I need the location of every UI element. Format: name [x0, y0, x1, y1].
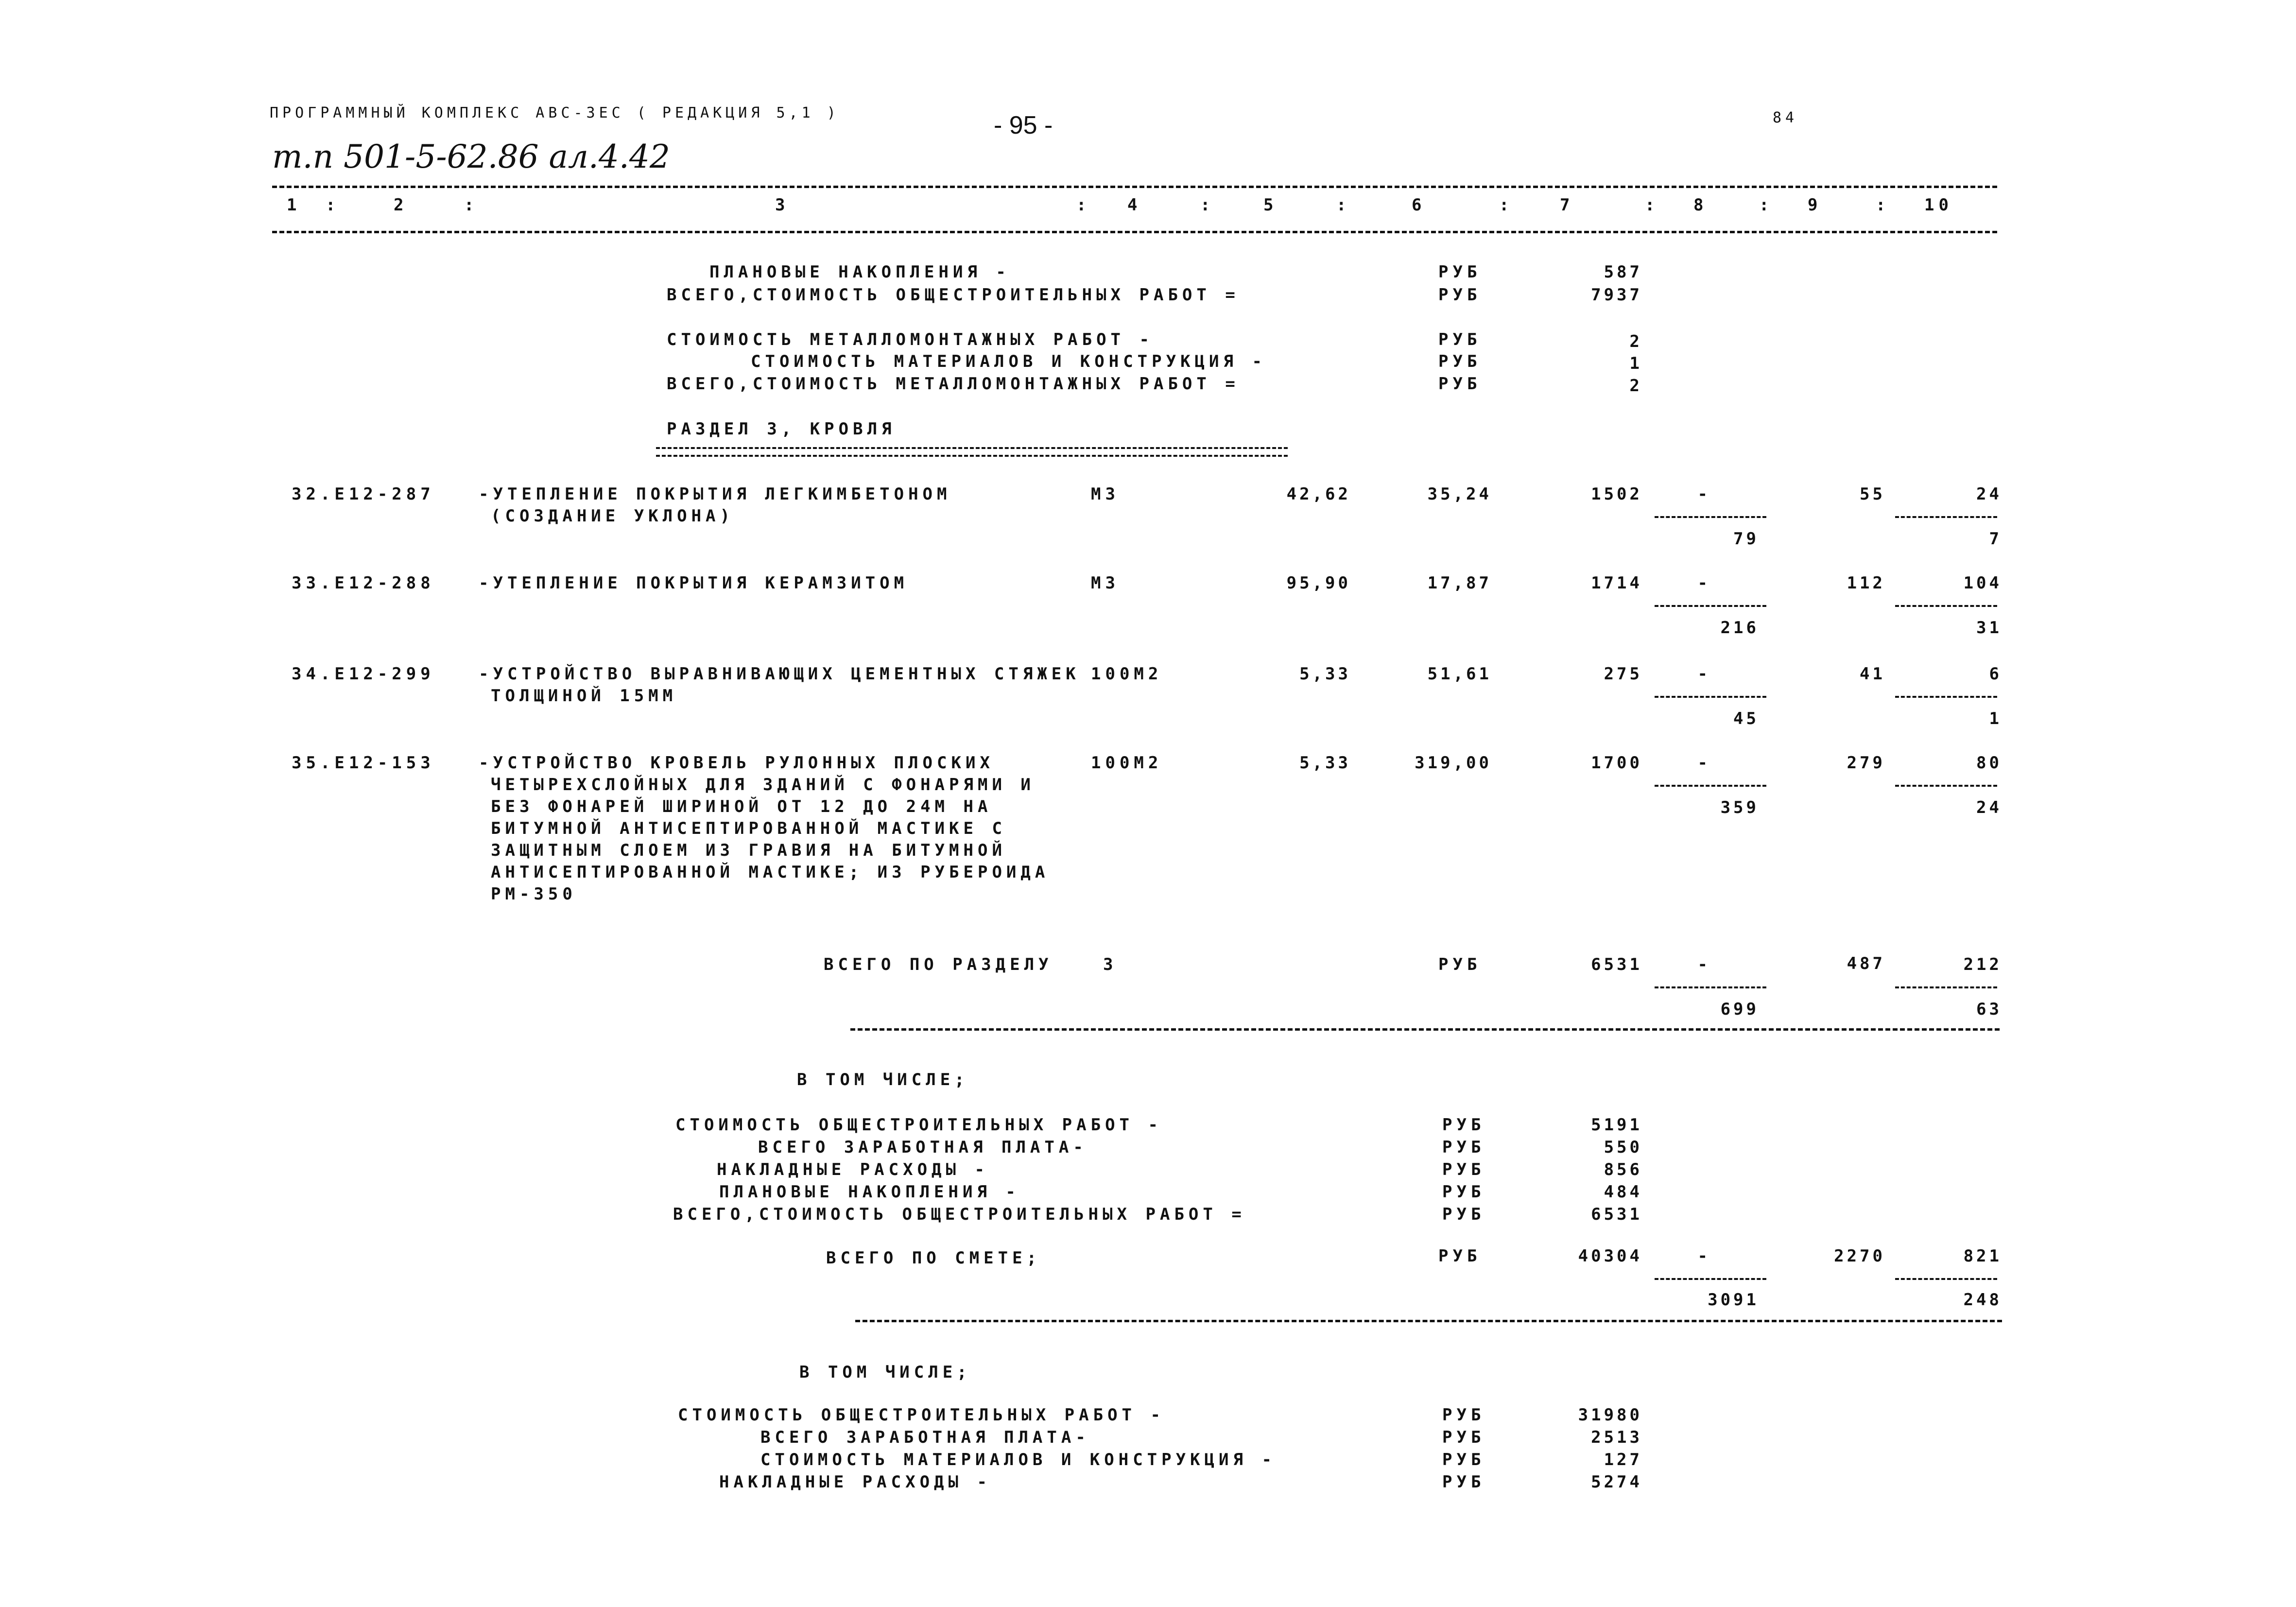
row-description: БЕЗ ФОНАРЕЙ ШИРИНОЙ ОТ 12 ДО 24М НА: [491, 797, 992, 816]
row-c8-top: -: [1697, 753, 1710, 773]
row-c9: 112: [1847, 573, 1885, 593]
row-c10-bottom: 24: [1976, 798, 2002, 817]
row-quantity: 95,90: [1286, 573, 1351, 593]
incl-value: 31980: [1578, 1405, 1642, 1425]
incl-label: ВСЕГО ЗАРАБОТНАЯ ПЛАТА-: [760, 1428, 1090, 1447]
summary-value: 587: [1604, 262, 1642, 282]
summary-unit: РУБ: [1438, 374, 1482, 394]
incl-label: ПЛАНОВЫЕ НАКОПЛЕНИЯ -: [719, 1182, 1020, 1202]
incl-label: СТОИМОСТЬ МАТЕРИАЛОВ И КОНСТРУКЦИЯ -: [760, 1450, 1276, 1469]
row-code: 33.Е12-288: [292, 573, 435, 593]
section-total-rule: [850, 1028, 2000, 1031]
summary-label: ПЛАНОВЫЕ НАКОПЛЕНИЯ -: [709, 262, 1010, 282]
row-unit: 100М2: [1091, 753, 1163, 773]
incl2-title: В ТОМ ЧИСЛЕ;: [799, 1363, 971, 1382]
fraction-line: [1655, 785, 1766, 787]
row-unit-price: 35,24: [1427, 484, 1492, 504]
incl-unit: РУБ: [1442, 1182, 1485, 1202]
row-c10-bottom: 31: [1976, 618, 2002, 638]
column-separator: :: [1759, 195, 1774, 215]
estimate-total-c8-bottom: 3091: [1708, 1290, 1759, 1310]
incl-value: 6531: [1591, 1205, 1642, 1224]
row-quantity: 5,33: [1299, 664, 1351, 684]
fraction-line: [1895, 986, 1997, 988]
estimate-total-label: ВСЕГО ПО СМЕТЕ;: [826, 1248, 1041, 1268]
column-separator: :: [1076, 195, 1091, 215]
column-header-1: 1: [287, 195, 301, 215]
incl-unit: РУБ: [1442, 1115, 1485, 1135]
section-total-unit: РУБ: [1438, 955, 1482, 974]
summary-value: 2: [1629, 332, 1642, 351]
incl-unit: РУБ: [1442, 1428, 1485, 1447]
section-title: РАЗДЕЛ 3, КРОВЛЯ: [667, 419, 896, 439]
incl-value: 5274: [1591, 1472, 1642, 1492]
incl-label: ВСЕГО,СТОИМОСТЬ ОБЩЕСТРОИТЕЛЬНЫХ РАБОТ =: [673, 1205, 1246, 1224]
fraction-line: [1655, 1278, 1766, 1280]
row-description: -УТЕПЛЕНИЕ ПОКРЫТИЯ КЕРАМЗИТОМ: [479, 573, 909, 593]
page-stamp: - 95 -: [994, 111, 1053, 139]
estimate-total-sum: 40304: [1578, 1246, 1642, 1266]
row-unit-price: 17,87: [1427, 573, 1492, 593]
estimate-total-unit: РУБ: [1438, 1246, 1482, 1266]
column-header-3: 3: [775, 195, 790, 215]
column-separator: :: [1645, 195, 1659, 215]
row-c8-bottom: 79: [1733, 529, 1759, 549]
row-unit-price: 319,00: [1415, 753, 1492, 773]
row-c9: 279: [1847, 753, 1885, 773]
estimate-total-c10-bottom: 248: [1963, 1290, 2002, 1310]
row-description: (СОЗДАНИЕ УКЛОНА): [491, 506, 734, 526]
row-c10-top: 80: [1976, 753, 2002, 773]
row-c10-top: 24: [1976, 484, 2002, 504]
incl-value: 127: [1604, 1450, 1642, 1469]
estimate-total-rule: [855, 1320, 2002, 1322]
row-total: 1700: [1591, 753, 1642, 773]
incl-label: СТОИМОСТЬ ОБЩЕСТРОИТЕЛЬНЫХ РАБОТ -: [678, 1405, 1165, 1425]
fraction-line: [1655, 986, 1766, 988]
section-total-c8-bottom: 699: [1720, 1000, 1759, 1019]
row-c8-bottom: 216: [1720, 618, 1759, 638]
row-c10-top: 6: [1989, 664, 2002, 684]
row-description: БИТУМНОЙ АНТИСЕПТИРОВАННОЙ МАСТИКЕ С: [491, 819, 1006, 838]
section-total-c8-top: -: [1697, 955, 1710, 974]
column-separator: :: [464, 195, 479, 215]
row-unit: М3: [1091, 573, 1120, 593]
page-number: 84: [1773, 109, 1798, 126]
column-header-7: 7: [1560, 195, 1574, 215]
summary-unit: РУБ: [1438, 330, 1482, 349]
section-total-c10-bottom: 63: [1976, 1000, 2002, 1019]
row-total: 1714: [1591, 573, 1642, 593]
summary-label: СТОИМОСТЬ МАТЕРИАЛОВ И КОНСТРУКЦИЯ -: [751, 352, 1266, 371]
incl-value: 2513: [1591, 1428, 1642, 1447]
summary-label: ВСЕГО,СТОИМОСТЬ ОБЩЕСТРОИТЕЛЬНЫХ РАБОТ =: [667, 285, 1240, 305]
section-total-num: 3: [1103, 955, 1118, 974]
fraction-line: [1655, 696, 1766, 698]
row-code: 35.Е12-153: [292, 753, 435, 773]
fraction-line: [1895, 1278, 1997, 1280]
column-header-10: 10: [1924, 195, 1953, 215]
column-separator: :: [1876, 195, 1890, 215]
header-rule-top: [272, 186, 1997, 188]
incl-label: НАКЛАДНЫЕ РАСХОДЫ -: [717, 1160, 989, 1179]
incl-value: 550: [1604, 1138, 1642, 1157]
estimate-total-c9: 2270: [1834, 1246, 1885, 1266]
fraction-line: [1655, 516, 1766, 518]
row-unit: М3: [1091, 484, 1120, 504]
row-c10-top: 104: [1963, 573, 2002, 593]
incl1-title: В ТОМ ЧИСЛЕ;: [797, 1070, 969, 1089]
section-underline: [656, 447, 1288, 457]
incl-unit: РУБ: [1442, 1205, 1485, 1224]
row-c8-top: -: [1697, 664, 1710, 684]
fraction-line: [1895, 516, 1997, 518]
incl-unit: РУБ: [1442, 1405, 1485, 1425]
row-total: 275: [1604, 664, 1642, 684]
row-code: 32.Е12-287: [292, 484, 435, 504]
fraction-line: [1655, 605, 1766, 607]
incl-value: 856: [1604, 1160, 1642, 1179]
estimate-total-c10-top: 821: [1963, 1246, 2002, 1266]
incl-unit: РУБ: [1442, 1160, 1485, 1179]
section-total-c10-top: 212: [1963, 955, 2002, 974]
row-c10-bottom: 1: [1989, 709, 2002, 728]
incl-value: 484: [1604, 1182, 1642, 1202]
row-c8-bottom: 359: [1720, 798, 1759, 817]
row-description: -УСТРОЙСТВО КРОВЕЛЬ РУЛОННЫХ ПЛОСКИХ: [479, 753, 994, 773]
incl-label: ВСЕГО ЗАРАБОТНАЯ ПЛАТА-: [758, 1138, 1088, 1157]
row-c10-bottom: 7: [1989, 529, 2002, 549]
incl-unit: РУБ: [1442, 1472, 1485, 1492]
row-total: 1502: [1591, 484, 1642, 504]
incl-label: СТОИМОСТЬ ОБЩЕСТРОИТЕЛЬНЫХ РАБОТ -: [675, 1115, 1162, 1135]
row-description: АНТИСЕПТИРОВАННОЙ МАСТИКЕ; ИЗ РУБЕРОИДА: [491, 863, 1050, 882]
summary-unit: РУБ: [1438, 285, 1482, 305]
summary-value: 7937: [1591, 285, 1642, 305]
row-unit-price: 51,61: [1427, 664, 1492, 684]
incl-value: 5191: [1591, 1115, 1642, 1135]
fraction-line: [1895, 696, 1997, 698]
section-total-c9: 487: [1847, 954, 1885, 973]
row-description: -УТЕПЛЕНИЕ ПОКРЫТИЯ ЛЕГКИМБЕТОНОМ: [479, 484, 951, 504]
column-header-4: 4: [1127, 195, 1142, 215]
summary-label: ВСЕГО,СТОИМОСТЬ МЕТАЛЛОМОНТАЖНЫХ РАБОТ =: [667, 374, 1240, 394]
row-c8-top: -: [1697, 484, 1710, 504]
row-description: ТОЛЩИНОЙ 15ММ: [491, 686, 677, 706]
incl-unit: РУБ: [1442, 1138, 1485, 1157]
summary-label: СТОИМОСТЬ МЕТАЛЛОМОНТАЖНЫХ РАБОТ -: [667, 330, 1154, 349]
column-header-5: 5: [1263, 195, 1278, 215]
row-quantity: 42,62: [1286, 484, 1351, 504]
row-c9: 41: [1860, 664, 1885, 684]
row-description: РМ-350: [491, 884, 577, 904]
column-separator: :: [1336, 195, 1351, 215]
column-header-8: 8: [1693, 195, 1708, 215]
estimate-total-c8-top: -: [1697, 1246, 1710, 1266]
column-separator: :: [1200, 195, 1215, 215]
handwritten-project-code: т.п 501-5-62.86 ал.4.42: [272, 138, 670, 175]
fraction-line: [1895, 605, 1997, 607]
summary-unit: РУБ: [1438, 262, 1482, 282]
column-header-9: 9: [1808, 195, 1822, 215]
section-total-label: ВСЕГО ПО РАЗДЕЛУ: [824, 955, 1053, 974]
program-header: ПРОГРАММНЫЙ КОМПЛЕКС АВС-ЗЕС ( РЕДАКЦИЯ 5,1 ): [270, 104, 840, 121]
column-separator: :: [326, 195, 340, 215]
row-description: ЧЕТЫРЕХСЛОЙНЫХ ДЛЯ ЗДАНИЙ С ФОНАРЯМИ И: [491, 775, 1035, 795]
row-unit: 100М2: [1091, 664, 1163, 684]
section-total-sum: 6531: [1591, 955, 1642, 974]
row-c8-bottom: 45: [1733, 709, 1759, 728]
summary-value: 1: [1629, 354, 1642, 373]
column-header-6: 6: [1412, 195, 1426, 215]
summary-unit: РУБ: [1438, 352, 1482, 371]
row-c9: 55: [1860, 484, 1885, 504]
header-rule-bottom: [272, 231, 1997, 233]
row-description: -УСТРОЙСТВО ВЫРАВНИВАЮЩИХ ЦЕМЕНТНЫХ СТЯЖЕК: [479, 664, 1080, 684]
column-header-2: 2: [394, 195, 408, 215]
row-quantity: 5,33: [1299, 753, 1351, 773]
column-separator: :: [1499, 195, 1514, 215]
incl-unit: РУБ: [1442, 1450, 1485, 1469]
row-code: 34.Е12-299: [292, 664, 435, 684]
fraction-line: [1895, 785, 1997, 787]
row-description: ЗАЩИТНЫМ СЛОЕМ ИЗ ГРАВИЯ НА БИТУМНОЙ: [491, 841, 1006, 860]
row-c8-top: -: [1697, 573, 1710, 593]
summary-value: 2: [1629, 376, 1642, 396]
incl-label: НАКЛАДНЫЕ РАСХОДЫ -: [719, 1472, 991, 1492]
